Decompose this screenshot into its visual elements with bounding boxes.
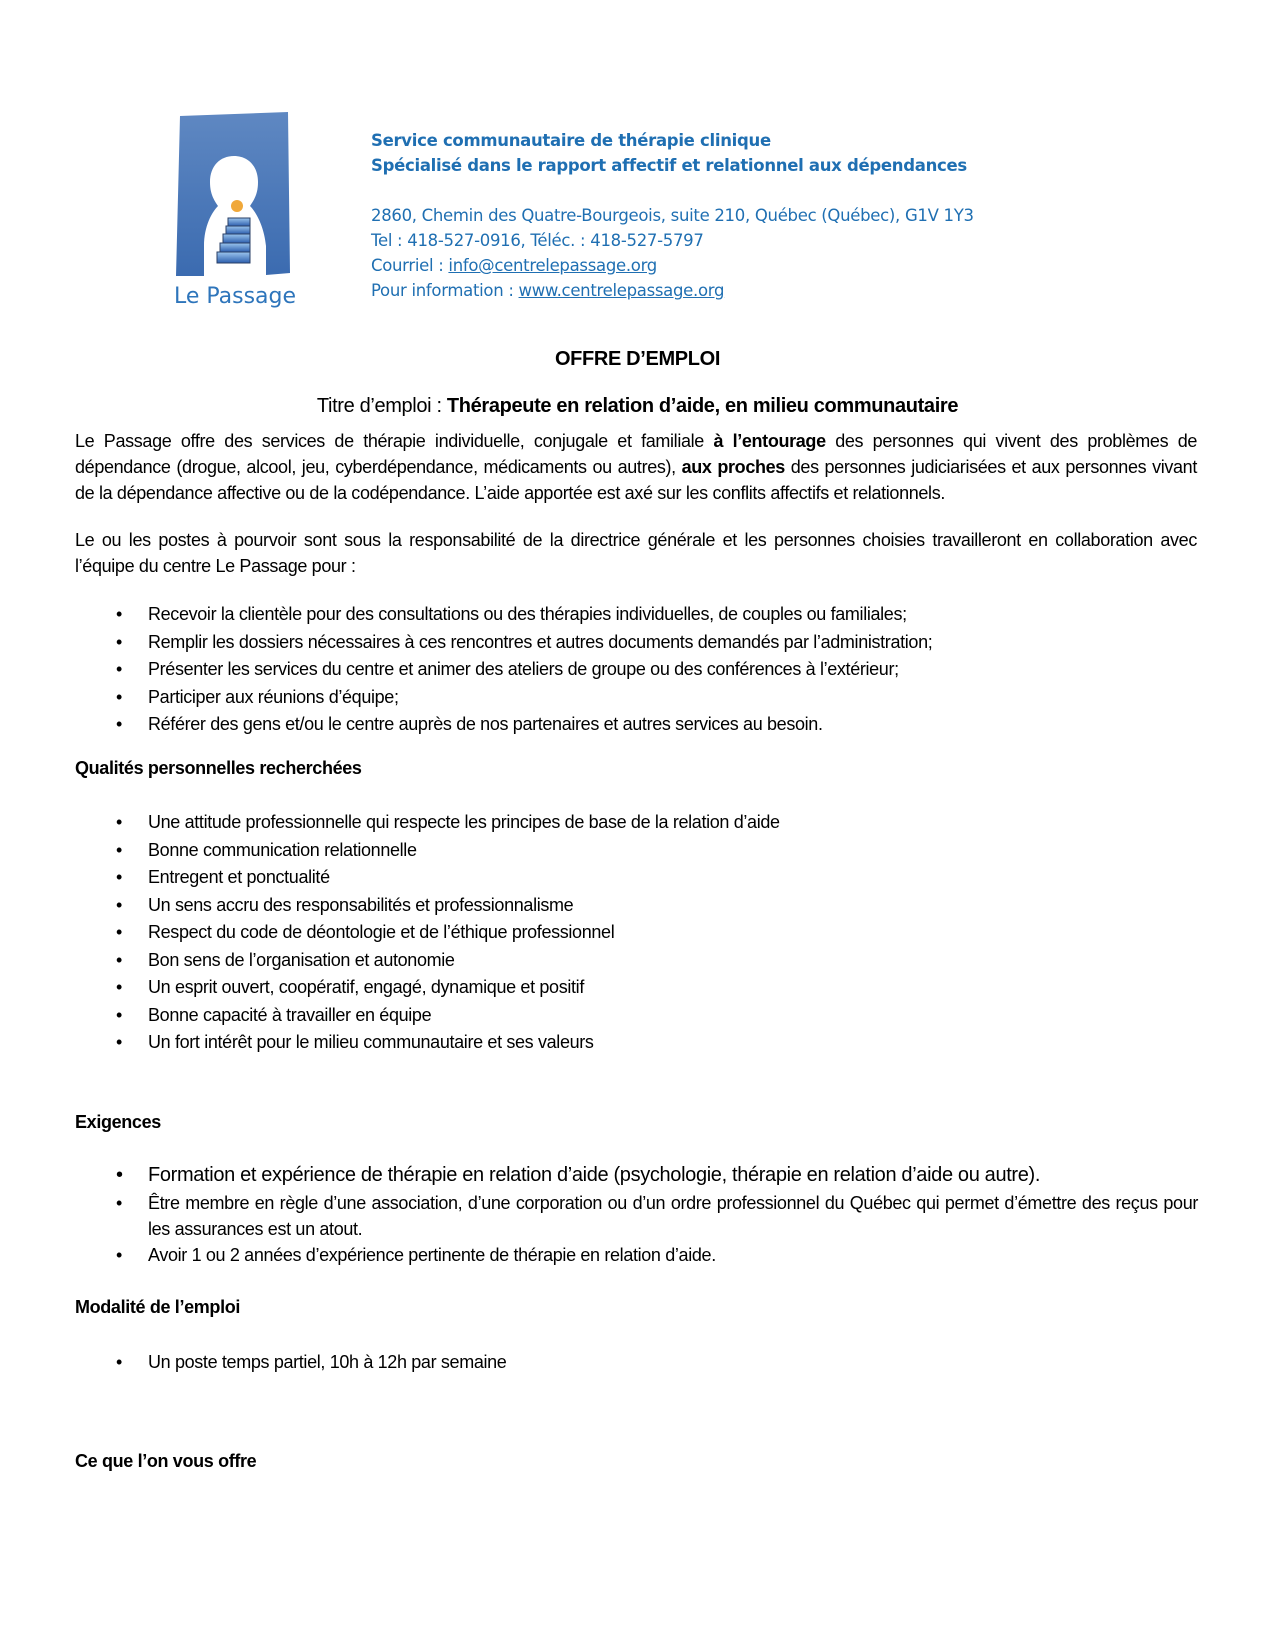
list-item-text: Un sens accru des responsabilités et professionnalisme [148,894,574,915]
list-item [0,656,1200,684]
bullet-icon: • [116,686,122,707]
qualities-heading: Qualités personnelles recherchées [75,758,362,778]
list-item [0,711,1200,739]
list-item [0,1002,1200,1030]
bullet-icon: • [116,1352,122,1372]
list-item-text: Entregent et ponctualité [148,867,330,887]
le-passage-logo [170,108,300,318]
intro-paragraph [75,428,1197,506]
bullet-icon: • [116,977,122,997]
list-item-text: Bon sens de l’organisation et autonomie [148,949,455,970]
tagline-specialty: Spécialisé dans le rapport affectif et relationnel aux dépendances [371,156,967,175]
list-item-text: Présenter les services du centre et animer des ateliers de groupe ou des conférences à l’extérieur; [148,659,899,679]
list-item [0,684,1200,712]
requirements-list [0,1162,1200,1268]
list-item [0,1029,1200,1057]
email-link[interactable]: info@centrelepassage.org [448,256,657,275]
list-item [0,892,1200,920]
list-item [0,974,1200,1002]
intro-text-2: des personnes qui vivent des problèmes de dépendance (drogue, alcool, jeu, cyberdépendance, médicaments ou autres), [75,431,1198,477]
website-label: Pour information : [371,281,519,300]
list-item [0,1162,1200,1190]
bullet-icon: • [116,1244,122,1265]
bullet-icon: • [116,1164,123,1186]
modality-heading: Modalité de l’emploi [75,1297,241,1317]
list-item-text: Participer aux réunions d’équipe; [148,686,399,707]
bullet-icon: • [116,949,122,970]
bullet-icon: • [116,1032,122,1052]
bullet-icon: • [116,631,122,652]
responsibility-paragraph: Le ou les postes à pourvoir sont sous la responsabilité de la directrice générale et les personnes choisies travailleront en collaboration avec l’équipe du centre Le Passage pour : [75,530,1197,576]
website-line [371,278,974,303]
list-item-text: Respect du code de déontologie et de l’éthique professionnel [148,922,615,942]
bullet-icon: • [116,812,122,832]
logo-artwork-icon [170,108,300,318]
list-item [0,809,1200,837]
list-item [0,864,1200,892]
list-item-text: Un fort intérêt pour le milieu communautaire et ses valeurs [148,1032,594,1052]
intro-text-3: des personnes judiciarisées et aux personnes vivant de la dépendance affective ou de la codépendance. L’aide apportée est axé sur les conflits affectifs et relationnels. [75,457,1197,503]
bullet-icon: • [116,659,122,679]
list-item [0,601,1200,629]
bullet-icon: • [116,714,122,734]
list-item-text: Formation et expérience de thérapie en relation d’aide (psychologie, thérapie en relation d’aide ou autre). [148,1164,1041,1186]
modality-list [0,1349,1200,1377]
job-title-label: Titre d’emploi : [316,395,447,417]
bullet-icon: • [116,867,122,887]
tasks-list [0,601,1200,739]
document-title: OFFRE D’EMPLOI [554,348,721,370]
list-item [0,629,1200,657]
list-item [0,1242,1200,1268]
list-item-text: Une attitude professionnelle qui respecte les principes de base de la relation d’aide [148,812,780,832]
job-title [0,395,1275,418]
job-title-value: Thérapeute en relation d’aide, en milieu communautaire [446,395,959,417]
phone-fax: Tel : 418-527-0916, Téléc. : 418-527-5797 [371,231,704,250]
spacer [371,178,974,203]
org-header [371,128,974,303]
address: 2860, Chemin des Quatre-Bourgeois, suite 210, Québec (Québec), G1V 1Y3 [371,206,974,225]
offer-heading: Ce que l’on vous offre [75,1451,257,1471]
intro-text-1: Le Passage offre des services de thérapie individuelle, conjugale et familiale [75,431,714,451]
qualities-list [0,809,1200,1057]
bullet-icon: • [116,839,122,860]
list-item [0,919,1200,947]
bullet-icon: • [116,604,122,624]
requirements-heading: Exigences [75,1112,161,1132]
bullet-icon: • [116,922,122,942]
list-item-text: Référer des gens et/ou le centre auprès de nos partenaires et autres services au besoin. [148,714,823,734]
list-item-text: Être membre en règle d’une association, d’une corporation ou d’un ordre professionnel du Québec qui permet d’émettre des reçus pour les assurances est un atout. [148,1192,1198,1239]
list-item [0,947,1200,975]
list-item [0,837,1200,865]
list-item-text: Un poste temps partiel, 10h à 12h par semaine [148,1352,507,1372]
intro-bold-entourage: à l’entourage [713,431,826,451]
list-item-text: Remplir les dossiers nécessaires à ces rencontres et autres documents demandés par l’administration; [148,631,933,652]
website-link[interactable]: www.centrelepassage.org [518,281,725,300]
list-item [0,1349,1200,1377]
list-item-text: Recevoir la clientèle pour des consultations ou des thérapies individuelles, de couples ou familiales; [148,604,907,624]
tagline-service: Service communautaire de thérapie clinique [371,131,771,150]
list-item-text: Bonne capacité à travailler en équipe [148,1004,432,1025]
bullet-icon: • [116,1004,122,1025]
intro-bold-proches: aux proches [681,457,785,477]
email-label: Courriel : [371,256,449,275]
list-item-text: Un esprit ouvert, coopératif, engagé, dynamique et positif [148,977,584,997]
list-item-text: Avoir 1 ou 2 années d’expérience pertinente de thérapie en relation d’aide. [148,1244,716,1265]
email-line [371,253,974,278]
bullet-icon: • [116,1192,122,1213]
bullet-icon: • [116,894,122,915]
list-item-text: Bonne communication relationnelle [148,839,417,860]
list-item [0,1190,1200,1242]
logo-text: Le Passage [173,284,297,309]
